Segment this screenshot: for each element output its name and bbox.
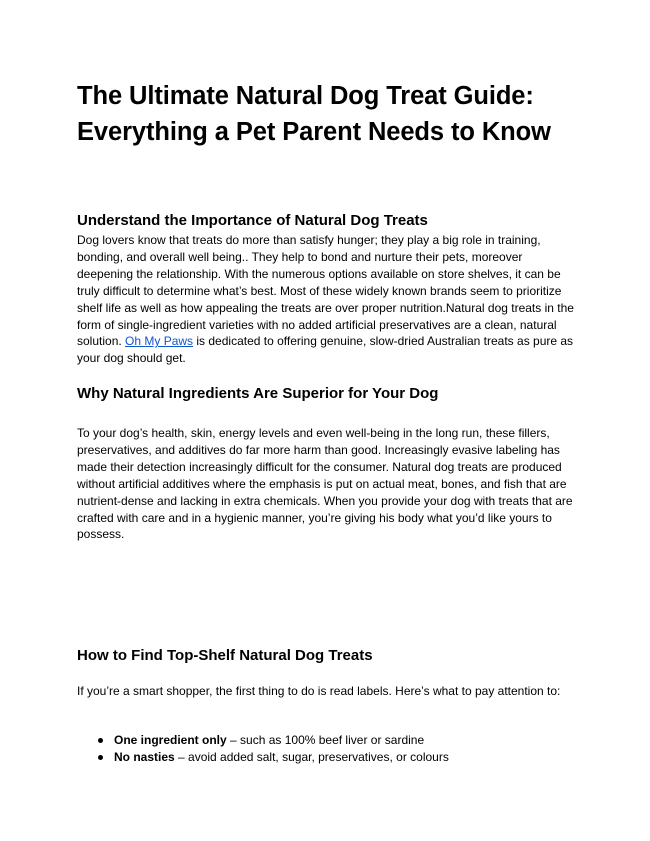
bullet-term: One ingredient only bbox=[114, 733, 227, 747]
bullet-desc: – such as 100% beef liver or sardine bbox=[226, 733, 425, 747]
section-heading-importance: Understand the Importance of Natural Dog Treats bbox=[77, 212, 428, 229]
list-item bbox=[77, 749, 577, 766]
oh-my-paws-link[interactable]: Oh My Paws bbox=[125, 334, 194, 349]
page-title: The Ultimate Natural Dog Treat Guide: Everything a Pet Parent Needs to Know bbox=[77, 82, 551, 146]
bullet-list bbox=[77, 732, 577, 766]
list-item bbox=[77, 732, 577, 749]
bullet-desc: – avoid added salt, sugar, preservatives, or colours bbox=[174, 750, 449, 764]
bullet-icon bbox=[98, 738, 103, 743]
section-body-superior: To your dog’s health, skin, energy levels and even well-being in the long run, these fillers, preservatives, and additives do far more harm than good. Increasingly evasive labeling has made their detection increasingly difficult for the consumer. Natural dog treats are produced without artificial additives where the emphasis is put on actual meat, bones, and fish that are nutrient-dense and lacking in extra chemicals. When you provide your dog with treats that are crafted with care and in a hygienic manner, you’re giving his body what you’d like yours to possess. bbox=[77, 426, 573, 542]
section-heading-superior: Why Natural Ingredients Are Superior for Your Dog bbox=[77, 385, 439, 402]
section-body-importance bbox=[77, 232, 577, 367]
bullet-term: No nasties bbox=[114, 750, 175, 764]
section-heading-find: How to Find Top-Shelf Natural Dog Treats bbox=[77, 647, 373, 664]
body-text-after-link: is dedicated to offering genuine, slow-dried Australian treats as pure as your dog should get. bbox=[77, 334, 574, 366]
bullet-icon bbox=[98, 755, 103, 760]
section-intro-find: If you’re a smart shopper, the first thing to do is read labels. Here’s what to pay attention to: bbox=[77, 684, 561, 698]
body-text-before-link: Dog lovers know that treats do more than satisfy hunger; they play a big role in training, bonding, and overall well being.. They help to bond and nurture their pets, moreover deepening the relationship. With the numerous options available on store shelves, it can be truly difficult to determine what’s best. Most of these widely known brands seem to prioritize shelf life as well as how appealing the treats are over proper nutrition.Natural dog treats in the form of single-ingredient varieties with no added artificial preservatives are a clean, natural solution. bbox=[77, 233, 574, 349]
